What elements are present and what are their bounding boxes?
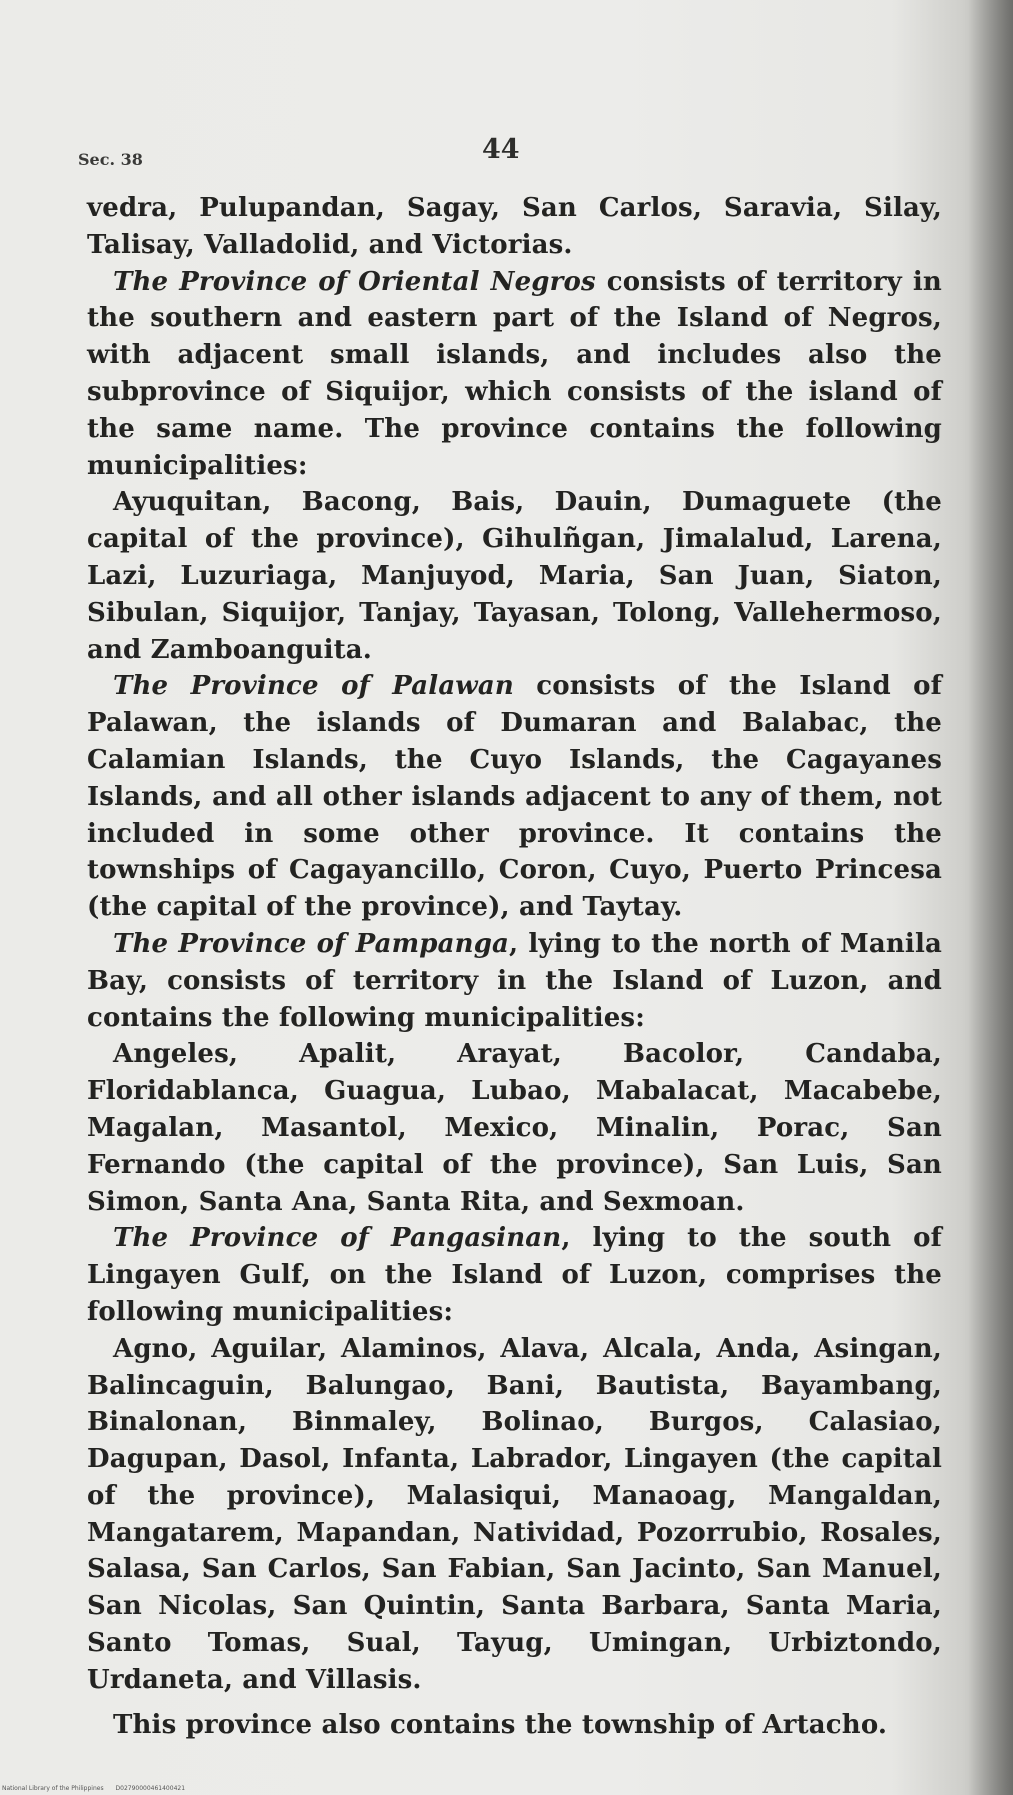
page-edge-shadow [968, 0, 1013, 1795]
municipality-list-pangasinan: Agno, Aguilar, Alaminos, Alava, Alcala, Anda, Asingan, Balincaguin, Balungao, Bani, Bautista, Bayambang, Binalonan, Binmaley, Bolinao, Burgos, Calasiao, Dagupan, Dasol, Infanta, Labrador, Lingayen (the capital of the province), Malasiqui, Manaoag, Mangaldan, Mangatarem, Mapandan, Natividad, Pozorrubio, Rosales, Salasa, San Carlos, San Fabian, San Jacinto, San Manuel, San Nicolas, San Quintin, Santa Barbara, Santa Maria, Santo Tomas, Sual, Tayug, Umingan, Urbiztondo, Urdaneta, and Villasis. [87, 1333, 942, 1695]
paragraph-negros-occidental-end: vedra, Pulupandan, Sagay, San Carlos, Saravia, Silay, Talisay, Valladolid, and Victorias. [87, 193, 942, 260]
paragraph-pampanga [87, 926, 942, 1036]
paragraph-palawan [87, 668, 942, 926]
scan-footer [2, 1785, 195, 1792]
province-heading-pampanga: The Province of Pampanga [113, 928, 510, 959]
paragraph-text: , lying to the south of Lingayen Gulf, on the Island of Luzon, comprises the following municipalities: [87, 1223, 942, 1327]
paragraph-text: consists of the Island of Palawan, the islands of Dumaran and Balabac, the Calamian Islands, the Cuyo Islands, the Cagayanes Islands, and all other islands adjacent to any of them, not included in some other province. It contains the townships of Cagayancillo, Coron, Cuyo, Puerto Princesa (the capital of the province), and Taytay. [87, 671, 942, 923]
municipality-list-pampanga: Angeles, Apalit, Arayat, Bacolor, Candaba, Floridablanca, Guagua, Lubao, Mabalacat, Macabebe, Magalan, Masantol, Mexico, Minalin, Porac, San Fernando (the capital of the province), San Luis, San Simon, Santa Ana, Santa Rita, and Sexmoan. [87, 1039, 942, 1217]
municipality-list-oriental-negros: Ayuquitan, Bacong, Bais, Dauin, Dumaguete (the capital of the province), Gihulñgan, Jimalalud, Larena, Lazi, Luzuriaga, Manjuyod, Maria, San Juan, Siaton, Sibulan, Siquijor, Tanjay, Tayasan, Tolong, Vallehermoso, and Zamboanguita. [87, 487, 942, 665]
province-heading-oriental-negros: The Province of Oriental Negros [113, 266, 596, 297]
section-label: Sec. 38 [78, 150, 143, 169]
paragraph-pangasinan [87, 1220, 942, 1330]
province-heading-pangasinan: The Province of Pangasinan [113, 1223, 562, 1254]
province-heading-palawan: The Province of Palawan [113, 671, 514, 702]
footer-code: D02790000461400421 [115, 1785, 186, 1792]
page-number: 44 [482, 134, 520, 165]
paragraph-oriental-negros [87, 264, 942, 485]
paragraph-text: , lying to the north of Manila Bay, consists of territory in the Island of Luzon, and contains the following municipalities: [87, 928, 942, 1033]
paragraph-text: consists of territory in the southern and eastern part of the Island of Negros, with adjacent small islands, and includes also the subprovince of Siquijor, which consists of the island of the same name. The province contains the following municipalities: [87, 266, 942, 481]
paragraph-artacho: This province also contains the township of Artacho. [113, 1709, 888, 1740]
body-text [87, 190, 942, 1743]
footer-library: National Library of the Philippines [2, 1785, 104, 1792]
